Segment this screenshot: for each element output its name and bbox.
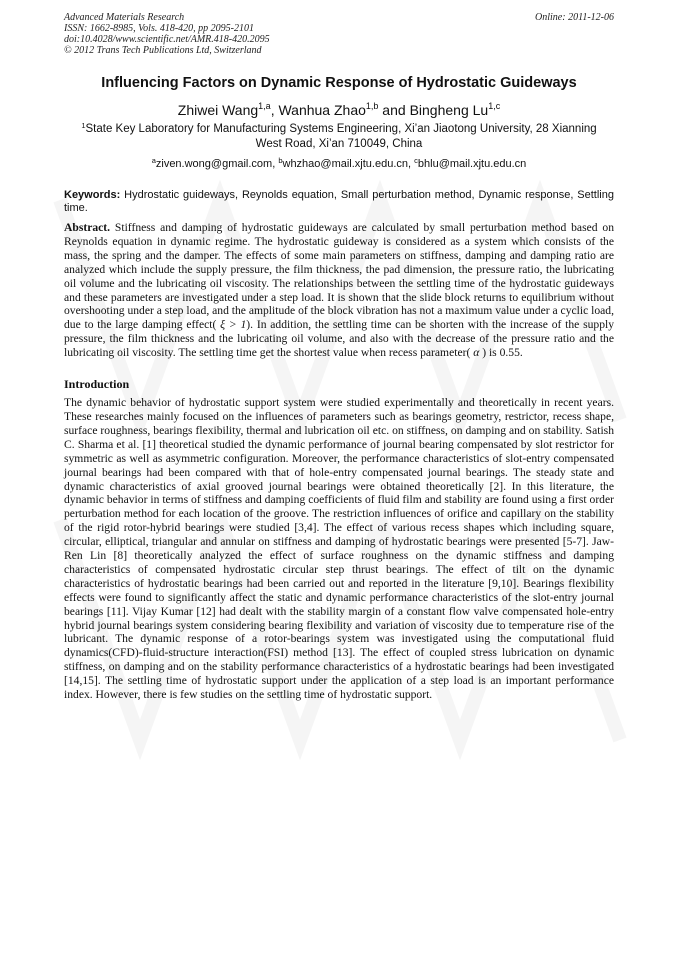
author-list (64, 101, 614, 119)
email-marker: c (414, 156, 418, 165)
abstract-text: ) is 0.55. (482, 346, 523, 360)
affiliation-text: State Key Laboratory for Manufacturing Systems Engineering, Xi’an Jiaotong University, 28 Xianning West Road, Xi’an 710049, China (85, 123, 597, 150)
author-separator: , (270, 102, 279, 118)
recess-parameter-symbol: α (470, 346, 483, 360)
affiliation (64, 122, 614, 152)
abstract (64, 221, 614, 360)
abstract-text: ). In addition, the settling time can be shorten with the increase of the supply pressure, the film thickness and the lubricating oil volume, and also with the decrease of the pressure ratio and the lubricating oil viscosity. The settling time get the shortest value when recess parameter( (64, 318, 615, 360)
author-affil-marker: 1,b (365, 101, 379, 111)
keywords-label: Keywords: (64, 189, 121, 201)
online-date: Online: 2011-12-06 (535, 12, 614, 23)
author-name: Wanhua Zhao (278, 102, 366, 118)
author-emails: $^a$ziven.wong@gmail.com, $^b$whzhao@mail.xjtu.edu.cn, $^c$bhlu@mail.xjtu.edu.cn (151, 156, 527, 170)
journal-issn: ISSN: 1662-8985, Vols. 418-420, pp 2095-2101 (64, 23, 254, 34)
abstract-label: Abstract. (64, 221, 111, 234)
paper-title: Influencing Factors on Dynamic Response of Hydrostatic Guideways (101, 75, 577, 91)
email-address[interactable]: bhlu@mail.xjtu.edu.cn (417, 158, 527, 170)
author-separator: and (378, 102, 410, 118)
journal-info (64, 12, 270, 56)
affiliation-marker: 1 (81, 121, 86, 130)
author-affil-marker: 1,c (488, 101, 501, 111)
email-marker: a (151, 156, 156, 165)
author-name: Bingheng Lu (409, 102, 489, 118)
keywords (64, 189, 614, 215)
journal-name: Advanced Materials Research (64, 12, 185, 23)
author-affil-marker: 1,a (258, 101, 271, 111)
journal-header (64, 12, 614, 56)
email-address[interactable]: whzhao@mail.xjtu.edu.cn (282, 158, 409, 170)
email-address[interactable]: ziven.wong@gmail.com (155, 158, 273, 170)
author-name: Zhiwei Wang (177, 102, 259, 118)
introduction-body: The dynamic behavior of hydrostatic support system were studied experimentally and theoretically in recent years. These researches mainly focused on the influences of parameters such as bearings geometry, restrictor, recess shape, surface roughness, bearings flexibility, thermal and lubrication oil etc. on stiffness, on damping and on stability. Satish C. Sharma et al. [1] theoretical studied the dynamic performance of journal bearing compensated by slot restrictor for symmetric as well as asymmetric configuration. Moreover, the performance characteristics of slot-entry compensated journal bearings had been compared with that of hole-entry compensated journal bearings. The steady state and dynamic characteristics of axial grooved journal bearings were obtained theoretically [2]. In this literature, the dynamic behavior in terms of stiffness and damping coefficients of fluid film and stability are found using a first order perturbation method for each location of the groove. The restriction influences of orifice and capillary on the stability of the rigid rotor-hybrid bearings were studied [3,4]. The effect of various recess shapes which including square, circular, elliptical, triangular and annular on stiffness and damping of hydrostatic bearings were presented [5-7]. Jaw-Ren Lin [8] theoretically analyzed the effect of surface roughness on the dynamic stiffness and damping characteristics of compensated hydrostatic circular step thrust bearings. The effect of tilt on the dynamic characteristics of hydrostatic bearings had been carried out and reported in the literature [9,10]. Bearings flexibility effects were found to significantly affect the static and dynamic performance characteristics of the slot-entry journal bearings [11]. Vijay Kumar [12] had dealt with the stability margin of a constant flow valve compensated hole-entry hybrid journal bearings system considering bearing flexibility and variation of viscosity due to temperature rise of the lubricant. The dynamic response of a rotor-bearings system was investigated using the computational fluid dynamics(CFD)-fluid-structure interaction(FSI) method [13]. The effect of coupled stress lubrication on dynamic stiffness, on damping and on the stability performance characteristics of a hydrostatic bearings had been investigated [14,15]. The settling time of hydrostatic support under the application of a step load is an important performance index. However, there is few studies on the settling time of hydrostatic support. (64, 396, 614, 702)
email-marker: b (278, 156, 283, 165)
abstract-text: Stiffness and damping of hydrostatic guideways are calculated by small perturbation method based on Reynolds equation in dynamic regime. The hydrostatic guideway is considered as a system which consists of the mass, the spring and the damper. The effects of some main parameters on stiffness, damping and damping ratio are analyzed which include the supply pressure, the film thickness, the pad dimension, the pressure ratio, the lubricating oil volume and the lubricating oil viscosity. The relationships between the settling time of the hydrostatic guideways and these parameters are investigated under a step load. It is shown that the slide block returns to equilibrium without overshooting under a step load, and the amplitude of the block vibration has not a maximum value under a cyclic load, due to the large damping effect( (64, 221, 614, 332)
section-heading-introduction: Introduction (64, 377, 130, 392)
damping-ratio-symbol: ξ > 1 (216, 318, 247, 332)
keywords-text: Hydrostatic guideways, Reynolds equation, Small perturbation method, Dynamic response, Settling time. (64, 189, 614, 214)
journal-doi[interactable]: doi:10.4028/www.scientific.net/AMR.418-420.2095 (64, 34, 270, 45)
journal-copyright: © 2012 Trans Tech Publications Ltd, Switzerland (64, 45, 262, 56)
